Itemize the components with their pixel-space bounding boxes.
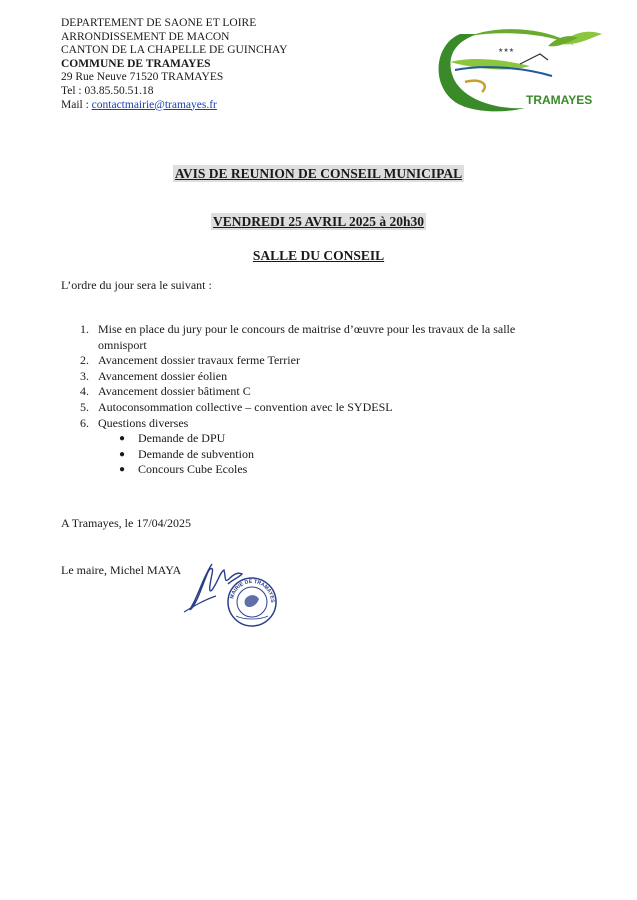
- mairie-stamp-icon: [226, 576, 278, 628]
- agenda-item: 4. Avancement dossier bâtiment C: [80, 384, 251, 399]
- canton-line: CANTON DE LA CHAPELLE DE GUINCHAY: [61, 44, 288, 57]
- department-line: DEPARTEMENT DE SAONE ET LOIRE: [61, 17, 257, 29]
- signer-name: Le maire, Michel MAYA: [61, 563, 182, 577]
- bullet-icon: ●: [119, 448, 126, 460]
- sub-item: ● Demande de subvention: [119, 446, 254, 461]
- agenda-item-line: omnisport: [98, 337, 147, 352]
- commune-name: COMMUNE DE TRAMAYES: [61, 57, 211, 70]
- agenda-item: 5. Autoconsommation collective – convention avec le SYDESL: [80, 399, 393, 414]
- logo-sun: [465, 81, 485, 92]
- phone-line: Tel : 03.85.50.51.18: [61, 84, 154, 97]
- meeting-date: VENDREDI 25 AVRIL 2025 à 20h30: [213, 214, 424, 229]
- notice-title: AVIS DE REUNION DE CONSEIL MUNICIPAL: [174, 166, 463, 181]
- stamp-text: MAIRIE DE TRAMAYES: [229, 578, 276, 603]
- sub-item: ● Concours Cube Ecoles: [119, 462, 248, 477]
- mail-line: [61, 99, 288, 113]
- mail-link[interactable]: contactmairie@tramayes.fr: [91, 98, 217, 111]
- stamp-emblem: [245, 595, 260, 607]
- bullet-icon: ●: [119, 464, 126, 476]
- sub-item-list: [119, 431, 600, 478]
- logo-stars: ★★★: [498, 47, 515, 54]
- address-line: 29 Rue Neuve 71520 TRAMAYES: [61, 71, 224, 84]
- logo-roof: [520, 54, 548, 64]
- agenda-list: [80, 322, 600, 478]
- agenda-item: 3. Avancement dossier éolien: [80, 368, 228, 383]
- letterhead: [61, 17, 288, 112]
- arrondissement-line: ARRONDISSEMENT DE MACON: [61, 30, 230, 43]
- signature-underline: [184, 596, 216, 612]
- tramayes-logo: [430, 24, 610, 116]
- agenda-intro: L’ordre du jour sera le suivant :: [61, 278, 212, 292]
- agenda-item-line: Mise en place du jury pour le concours de maitrise d’œuvre pour les travaux de la salle: [98, 322, 516, 336]
- meeting-location: SALLE DU CONSEIL: [252, 248, 385, 263]
- agenda-item: 6. Questions diverses: [80, 415, 189, 430]
- agenda-item: 1. Mise en place du jury pour le concours de maitrise d’œuvre pour les travaux de la salle omnisport: [80, 322, 516, 352]
- agenda-item: 2. Avancement dossier travaux ferme Terrier: [80, 353, 300, 368]
- logo-text: TRAMAYES: [526, 93, 593, 107]
- logo-swoosh-left: [439, 34, 525, 111]
- sub-item: ● Demande de DPU: [119, 431, 226, 446]
- logo-river: [455, 67, 552, 76]
- mail-label: Mail :: [61, 98, 92, 111]
- place-date: A Tramayes, le 17/04/2025: [61, 516, 192, 530]
- bullet-icon: ●: [119, 433, 126, 445]
